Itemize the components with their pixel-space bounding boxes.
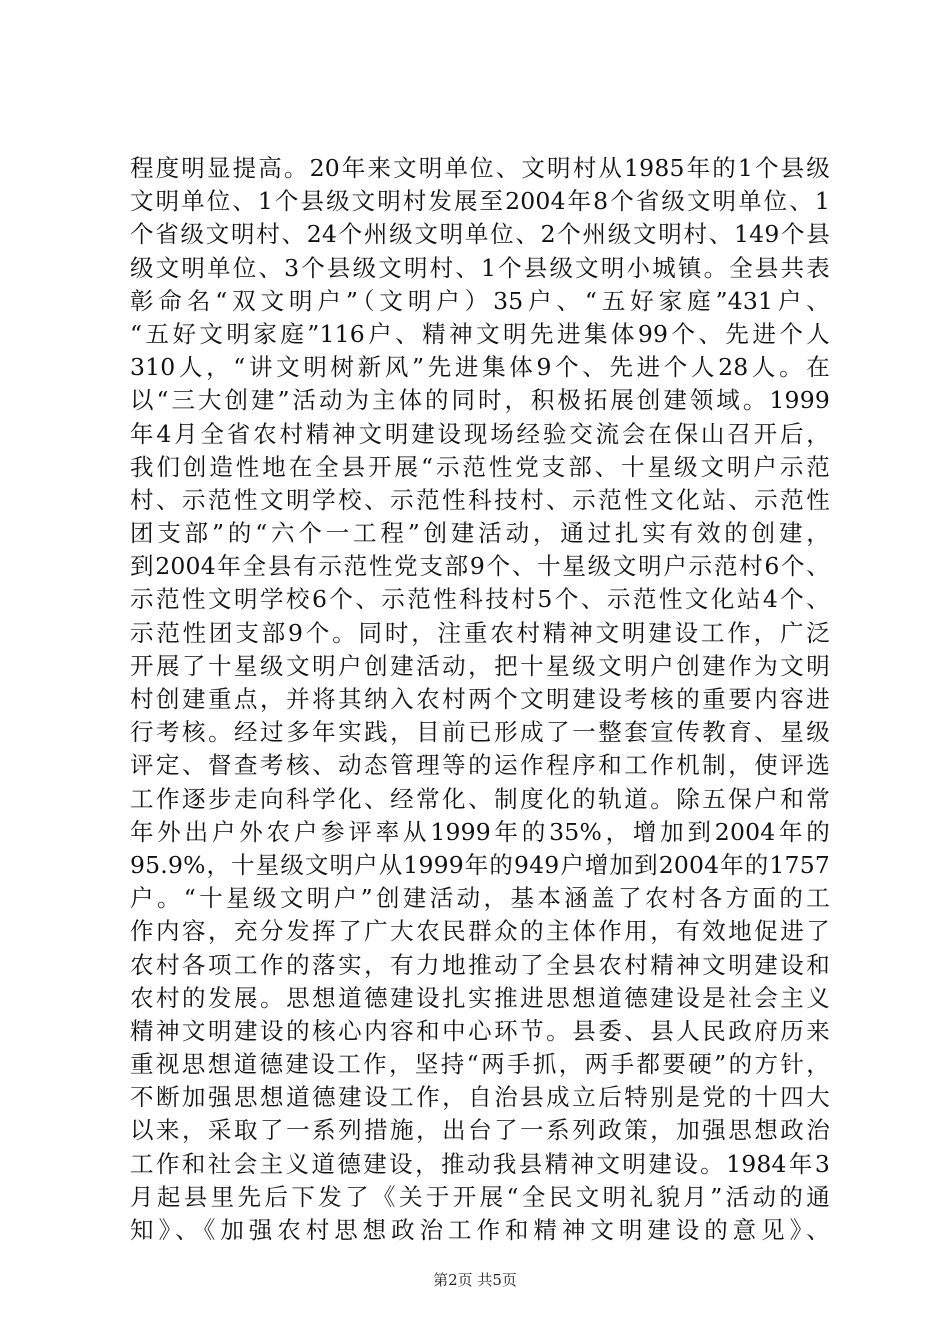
text-line: 到2004年全县有示范性党支部9个、十星级文明户示范村6个、: [130, 552, 830, 581]
text-line: 村、示范性文明学校、示范性科技村、示范性文化站、示范性: [130, 485, 830, 514]
text-line: 彰命名“双文明户”（文明户）35户、“五好家庭”431户、: [130, 286, 830, 315]
text-line: 作内容，充分发挥了广大农民群众的主体作用，有效地促进了: [130, 917, 830, 946]
text-line: 农村各项工作的落实，有力地推动了全县农村精神文明建设和: [130, 950, 830, 979]
text-line: 文明单位、1个县级文明村发展至2004年8个省级文明单位、1: [130, 187, 830, 216]
text-line: 行考核。经过多年实践，目前已形成了一整套宣传教育、星级: [130, 718, 830, 747]
text-line: 户。“十星级文明户”创建活动，基本涵盖了农村各方面的工: [130, 884, 830, 913]
text-line: 以“三大创建”活动为主体的同时，积极拓展创建领域。1999: [130, 386, 830, 415]
text-line: 农村的发展。思想道德建设扎实推进思想道德建设是社会主义: [130, 983, 830, 1012]
text-line: 我们创造性地在全县开展“示范性党支部、十星级文明户示范: [130, 452, 830, 481]
text-line: 示范性团支部9个。同时，注重农村精神文明建设工作，广泛: [130, 618, 830, 647]
text-line: 评定、督查考核、动态管理等的运作程序和工作机制，使评选: [130, 751, 830, 780]
text-line: 年4月全省农村精神文明建设现场经验交流会在保山召开后，: [130, 419, 830, 448]
text-line: 精神文明建设的核心内容和中心环节。县委、县人民政府历来: [130, 1016, 830, 1045]
text-line: 示范性文明学校6个、示范性科技村5个、示范性文化站4个、: [130, 585, 830, 614]
text-line: 工作逐步走向科学化、经常化、制度化的轨道。除五保户和常: [130, 784, 830, 813]
text-line: 开展了十星级文明户创建活动，把十星级文明户创建作为文明: [130, 651, 830, 680]
text-line: 个省级文明村、24个州级文明单位、2个州级文明村、149个县: [130, 220, 830, 249]
text-line: 知》、《加强农村思想政治工作和精神文明建设的意见》、: [130, 1216, 830, 1244]
text-line: 工作和社会主义道德建设，推动我县精神文明建设。1984年3: [130, 1149, 830, 1178]
page-footer: 第2页 共5页: [433, 1271, 517, 1289]
text-line: 以来，采取了一系列措施，出台了一系列政策，加强思想政治: [130, 1116, 830, 1145]
text-line: 月起县里先后下发了《关于开展“全民文明礼貌月”活动的通: [130, 1182, 830, 1211]
text-line: “五好文明家庭”116户、精神文明先进集体99个、先进个人: [130, 319, 830, 348]
text-line: 程度明显提高。20年来文明单位、文明村从1985年的1个县级: [130, 154, 830, 182]
text-line: 310人，“讲文明树新风”先进集体9个、先进个人28人。在: [130, 353, 830, 382]
text-line: 重视思想道德建设工作，坚持“两手抓，两手都要硬”的方针，: [130, 1050, 830, 1079]
text-line: 级文明单位、3个县级文明村、1个县级文明小城镇。全县共表: [130, 253, 830, 282]
text-line: 团支部”的“六个一工程”创建活动，通过扎实有效的创建，: [130, 519, 830, 548]
text-line: 95.9%，十星级文明户从1999年的949户增加到2004年的1757: [130, 850, 830, 879]
text-line: 年外出户外农户参评率从1999年的35%，增加到2004年的: [130, 817, 830, 846]
text-line: 村创建重点，并将其纳入农村两个文明建设考核的重要内容进: [130, 685, 830, 713]
text-line: 不断加强思想道德建设工作，自治县成立后特别是党的十四大: [130, 1083, 830, 1112]
body-paragraph: [130, 152, 830, 1247]
